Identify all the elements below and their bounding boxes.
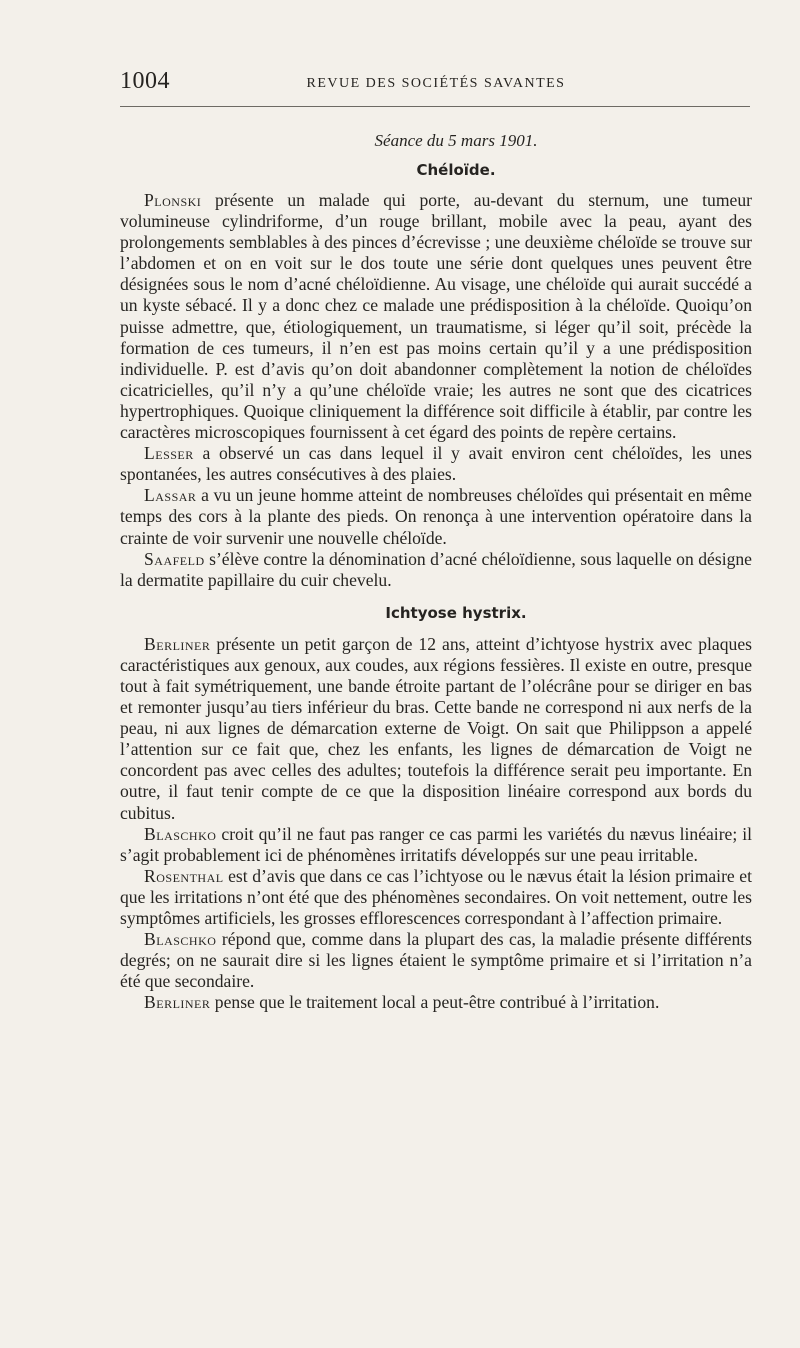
paragraph [120, 549, 752, 591]
paragraph [120, 824, 752, 866]
speaker-name: Rosenthal [144, 865, 224, 886]
paragraph [120, 443, 752, 485]
paragraph-text: présente un petit garçon de 12 ans, atteint d’ichtyose hystrix avec plaques caractéristiques aux genoux, aux coudes, aux régions fessières. Il existe en outre, presque tout à fait symétriquement, une bande étroite partant de l’olécrâne pour se diriger en bas et remonter jusqu’au tiers inférieur du bras. Cette bande ne correspond ni aux nerfs de la peau, ni aux lignes de démarcation externe de Voigt. On sait que Philippson a appelé l’attention sur ce fait que, chez les enfants, les lignes de démarcation de Voigt ne concordent pas avec celles des adultes; toutefois la différence serait peu importante. En outre, il faut tenir compte de ce que la disposition linéaire correspond aux bords du cubitus. [120, 633, 752, 823]
paragraph [120, 190, 752, 443]
running-title: REVUE DES SOCIÉTÉS SAVANTES [306, 76, 566, 91]
speaker-name: Lassar [144, 485, 197, 506]
page-number: 1004 [120, 68, 170, 94]
speaker-name: Berliner [144, 633, 211, 654]
paragraph-text: présente un malade qui porte, au-devant du sternum, une tumeur volumineuse cylindriforme, d’un rouge brillant, mobile avec la peau, ayant des prolongements semblables à des pinces d’écrevisse ; une deuxième chéloïde se trouve sur l’abdomen et on en voit sur le dos toute une série dont quelques unes peuvent être désignées sous le nom d’acné chéloïdienne. Au visage, une chéloïde qui aurait succédé a un kyste sébacé. Il y a donc chez ce malade une prédisposition à la chéloïde. Quoiqu’on puisse admettre, que, étiologiquement, un traumatisme, si léger qu’il soit, précède la formation de ces tumeurs, il n’en est pas moins certain qu’il y a une prédisposition individuelle. P. est d’avis qu’on doit abandonner complètement la notion de chéloïdes cicatricielles, qu’il n’y a qu’une chéloïde vraie; les autres ne sont que des cicatrices hypertrophiques. Quoique cliniquement la différence soit difficile à établir, par contre les caractères microscopiques fournissent à cet égard des points de repère certains. [120, 190, 752, 443]
paragraph [120, 634, 752, 824]
paragraph-text: pense que le traitement local a peut-être contribué à l’irritation. [210, 992, 660, 1013]
speaker-name: Blaschko [144, 823, 217, 844]
article-body [120, 130, 752, 1013]
paragraph [120, 929, 752, 992]
speaker-name: Berliner [144, 992, 211, 1013]
paragraph [120, 992, 752, 1013]
section-title-ichtyose: Ichtyose hystrix. [385, 603, 527, 622]
paragraph-text: est d’avis que dans ce cas l’ichtyose ou le nævus était la lésion primaire et que les irritations n’ont été que des phénomènes secondaires. On voit nettement, outre les symptômes artificiels, les grosses efflorescences correspondant à l’affection primaire. [120, 865, 752, 928]
paragraph-text: a vu un jeune homme atteint de nombreuses chéloïdes qui présentait en même temps des cors à la plante des pieds. On renonça à une intervention opératoire dans la crainte de voir survenir une nouvelle chéloïde. [120, 485, 752, 548]
page-header [120, 68, 752, 104]
paragraph-text: s’élève contre la dénomination d’acné chéloïdienne, sous laquelle on désigne la dermatite papillaire du cuir chevelu. [120, 548, 752, 590]
speaker-name: Lesser [144, 443, 194, 464]
header-rule [120, 106, 750, 107]
speaker-name: Saafeld [144, 548, 205, 569]
paragraph [120, 485, 752, 548]
speaker-name: Plonski [144, 190, 202, 210]
paragraph-text: a observé un cas dans lequel il y avait environ cent chéloïdes, les unes spontanées, les autres consécutives à des plaies. [120, 443, 752, 485]
speaker-name: Blaschko [144, 929, 217, 950]
paragraph [120, 866, 752, 929]
section-title-cheloide: Chéloïde. [416, 161, 496, 179]
paragraph-text: croit qu’il ne faut pas ranger ce cas parmi les variétés du nævus linéaire; il s’agit probablement ici de phénomènes irritatifs développés sur une peau irritable. [120, 823, 752, 865]
paragraph-text: répond que, comme dans la plupart des cas, la maladie présente différents degrés; on ne saurait dire si les lignes étaient le symptôme primaire et si l’irritation n’a été que secondaire. [120, 929, 752, 992]
session-date: Séance du 5 mars 1901. [374, 131, 538, 150]
